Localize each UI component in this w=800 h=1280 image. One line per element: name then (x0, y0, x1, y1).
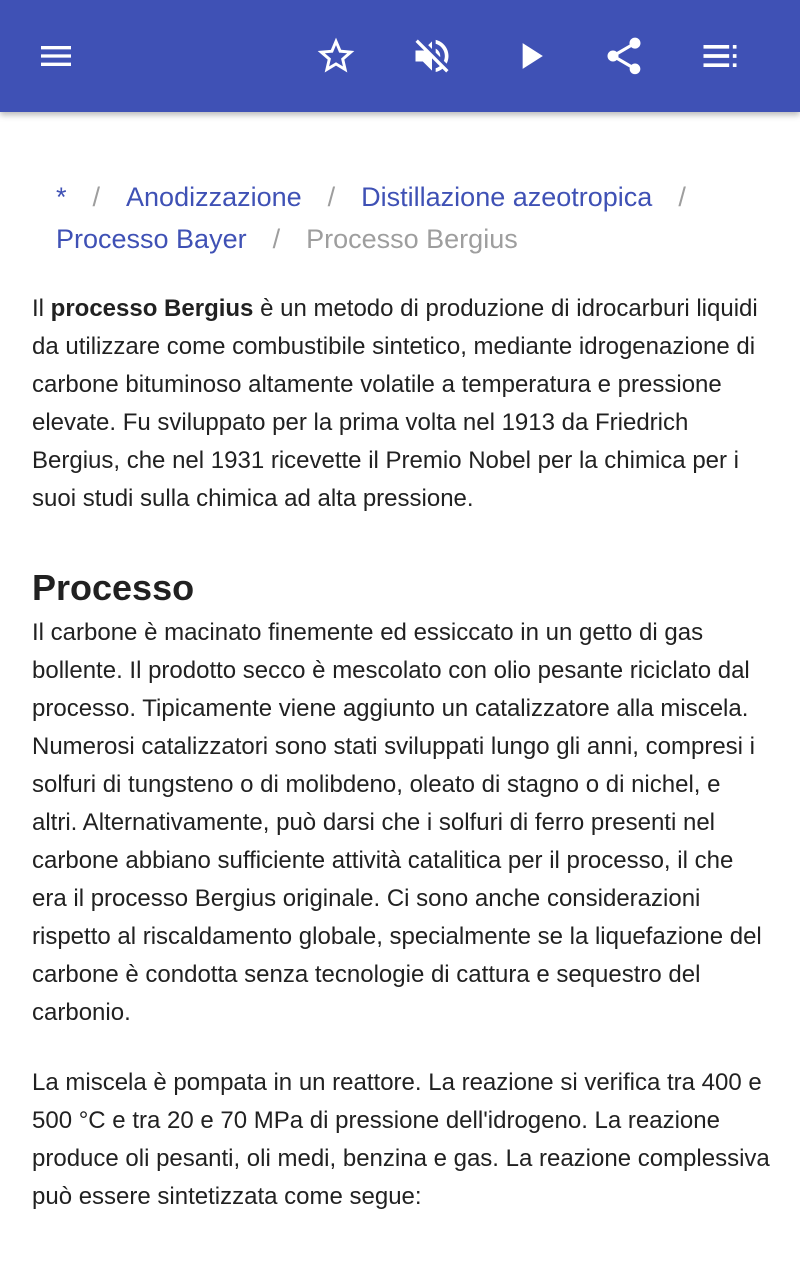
process-paragraph: Il carbone è macinato finemente ed essiccato in un getto di gas bollente. Il prodotto secco è mescolato con olio pesante riciclato dal processo. Tipicamente viene aggiunto un catalizzatore alla miscela. Numerosi catalizzatori sono stati sviluppati lungo gli anni, compresi i solfuri di tungsteno o di molibdeno, oleato di stagno o di nichel, e altri. Alternativamente, può darsi che i solfuri di ferro presenti nel carbone abbiano sufficiente attività catalitica per il processo, il che era il processo Bergius originale. Ci sono anche considerazioni rispetto al riscaldamento globale, specialmente se la liquefazione del carbone è condotta senza tecnologie di cattura e sequestro del carbonio. (32, 619, 762, 1026)
breadcrumb-separator: / (678, 182, 686, 212)
menu-icon (36, 36, 76, 76)
breadcrumb-separator: / (92, 182, 101, 212)
menu-button[interactable] (24, 24, 88, 88)
breadcrumb-item-anodizzazione[interactable]: Anodizzazione (126, 182, 302, 212)
intro-text: è un metodo di produzione di idrocarburi liquidi da utilizzare come combustibile sintetico, mediante idrogenazione di carbone bituminoso altamente volatile a temperatura e pressione elevate. Fu sviluppato per la prima volta nel 1913 da Friedrich Bergius, che nel 1931 ricevette il Premio Nobel per la chimica per i suoi studi sulla chimica ad alta pressione. (32, 295, 758, 512)
intro-prefix: Il (32, 295, 51, 322)
favorite-button[interactable] (304, 24, 368, 88)
breadcrumb-current: Processo Bergius (306, 224, 518, 254)
contents-button[interactable] (688, 24, 752, 88)
share-button[interactable] (592, 24, 656, 88)
play-button[interactable] (498, 24, 562, 88)
list-icon (698, 34, 742, 78)
star-outline-icon (314, 34, 358, 78)
breadcrumb (32, 112, 770, 260)
play-icon (508, 34, 552, 78)
intro-bold-term: processo Bergius (50, 295, 254, 322)
share-icon (602, 34, 646, 78)
breadcrumb-item-processo-bayer[interactable]: Processo Bayer (56, 224, 247, 254)
breadcrumb-item-distillazione[interactable]: Distillazione azeotropica (361, 182, 653, 212)
mute-button[interactable] (400, 24, 464, 88)
volume-off-icon (410, 34, 454, 78)
article-content (32, 112, 770, 1216)
breadcrumb-separator: / (327, 182, 336, 212)
breadcrumb-separator: / (272, 224, 281, 254)
breadcrumb-item-home[interactable]: * (56, 182, 67, 212)
app-bar (0, 0, 800, 112)
section-heading: Processo (32, 567, 195, 608)
intro-paragraph (32, 290, 770, 518)
reaction-paragraph: La miscela è pompata in un reattore. La reazione si verifica tra 400 e 500 °C e tra 20 e 70 MPa di pressione dell'idrogeno. La reazione produce oli pesanti, oli medi, benzina e gas. La reazione complessiva può essere sintetizzata come segue: (32, 1069, 770, 1210)
